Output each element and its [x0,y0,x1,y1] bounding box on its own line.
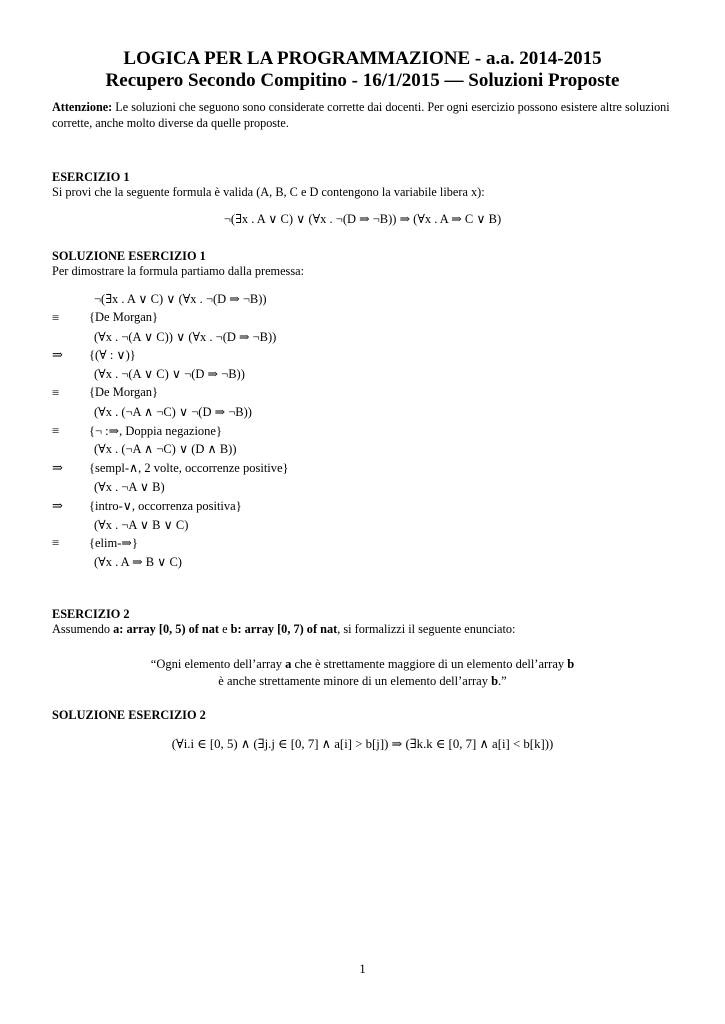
derivation-expression: ¬(∃x . A ∨ C) ∨ (∀x . ¬(D ⇒ ¬B)) [94,292,267,306]
quote-array-b: b [567,657,575,671]
derivation-operator: ≡ [52,309,60,325]
quote-array-b: b [491,674,499,688]
exercise-1-statement: Si provi che la seguente formula è valida (A, B, C e D contengono la variabile libera x): [52,185,485,199]
derivation-justification: {¬ :⇒, Doppia negazione} [89,423,222,438]
exercise-2-heading: ESERCIZIO 2 [52,607,130,621]
statement-suffix: , si formalizzi il seguente enunciato: [337,622,516,636]
derivation-justification: {elim-⇒} [89,536,138,551]
derivation-justification: {sempl-∧, 2 volte, occorrenze positive} [89,461,289,476]
derivation-operator: ⇒ [52,460,63,476]
statement-prefix: Assumendo [52,622,114,636]
derivation-operator: ≡ [52,385,60,400]
quote-line-2 [0,673,725,690]
derivation-expression: (∀x . A ⇒ B ∨ C) [94,555,182,570]
derivation-expression: (∀x . (¬A ∧ ¬C) ∨ ¬(D ⇒ ¬B)) [94,404,252,419]
statement-conj: e [219,622,231,636]
quote-array-a: a [285,657,292,671]
derivation-operator: ⇒ [52,347,63,363]
quote-line-1 [0,656,725,673]
exercise-1-formula: ¬(∃x . A ∨ C) ∨ (∀x . ¬(D ⇒ ¬B)) ⇒ (∀x . A ⇒ C ∨ B) [223,212,502,226]
exercise-1-heading: ESERCIZIO 1 [52,170,130,184]
document-title [0,48,725,92]
attention-label: Attenzione: [52,100,113,114]
derivation-expression: (∀x . ¬A ∨ B) [94,480,165,494]
solution-2-heading: SOLUZIONE ESERCIZIO 2 [52,708,206,722]
derivation-operator: ≡ [52,422,60,438]
declaration-a: a: array [0, 5) of nat [113,622,220,636]
quote-text: .” [498,674,507,688]
derivation-justification: {intro-∨, occorrenza positiva} [89,498,242,513]
attention-text: Le soluzioni che seguono sono considerate corrette dai docenti. Per ogni esercizio possono esistere altre soluzioni corrette, anche molto diverse da quelle proposte. [52,100,670,130]
quote-text: “Ogni elemento dell’array [150,657,286,671]
quote-text: che è strettamente maggiore di un elemento dell’array [291,657,568,671]
title-line-1: LOGICA PER LA PROGRAMMAZIONE - a.a. 2014-2015 [123,48,602,69]
solution-2-formula: (∀i.i ∈ [0, 5) ∧ (∃j.j ∈ [0, 7] ∧ a[i] > b[j]) ⇒ (∃k.k ∈ [0, 7] ∧ a[i] < b[k])) [171,737,554,751]
derivation-operator: ⇒ [52,497,63,513]
derivation-justification: {De Morgan} [89,309,159,324]
solution-1-intro: Per dimostrare la formula partiamo dalla premessa: [52,264,304,278]
attention-note [52,99,682,131]
derivation-operator: ≡ [52,535,60,551]
derivation-justification: {De Morgan} [89,385,159,399]
exercise-2-statement [52,622,515,637]
derivation-expression: (∀x . ¬A ∨ B ∨ C) [94,517,189,532]
derivation-expression: (∀x . (¬A ∧ ¬C) ∨ (D ∧ B)) [94,442,237,457]
derivation-justification: {(∀ : ∨)} [89,348,136,363]
solution-1-heading: SOLUZIONE ESERCIZIO 1 [52,249,206,263]
title-line-2: Recupero Secondo Compitino - 16/1/2015 — Soluzioni Proposte [105,70,620,91]
derivation-expression: (∀x . ¬(A ∨ C)) ∨ (∀x . ¬(D ⇒ ¬B)) [94,329,277,344]
derivation-expression: (∀x . ¬(A ∨ C) ∨ ¬(D ⇒ ¬B)) [94,367,245,382]
quote-text: è anche strettamente minore di un elemento dell’array [218,674,492,688]
exercise-2-quote [0,656,725,690]
page-number: 1 [359,962,366,976]
declaration-b: b: array [0, 7) of nat [230,622,338,636]
